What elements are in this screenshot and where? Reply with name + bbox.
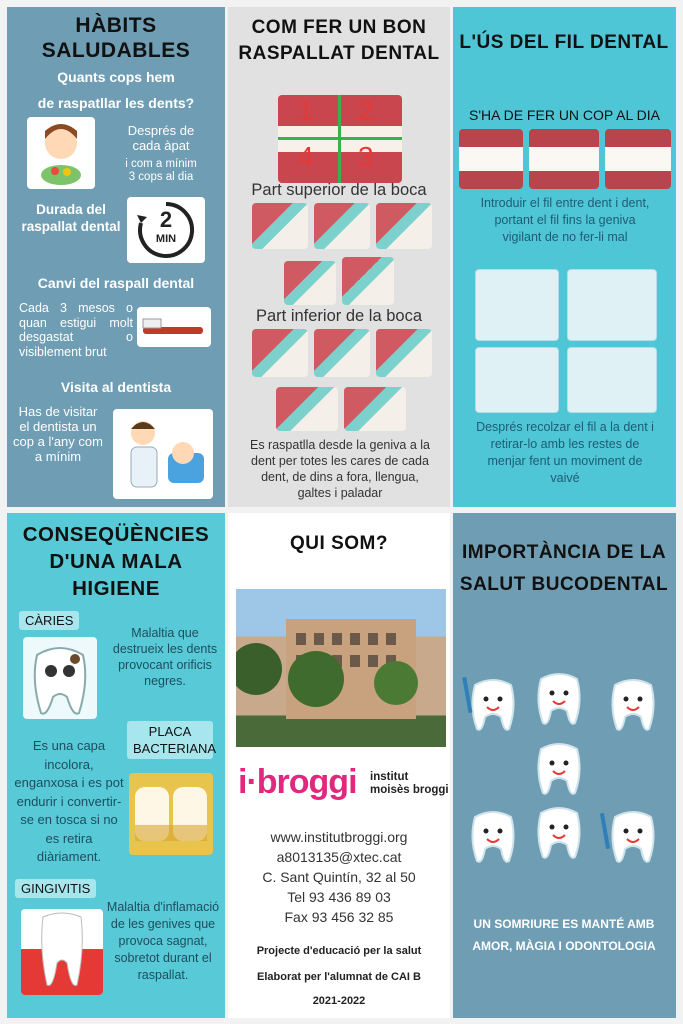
brushing-photo — [342, 257, 394, 305]
school-logo-line: institut — [370, 771, 409, 783]
horizontal-divider — [278, 137, 402, 140]
answer-line: i com a mínim — [125, 158, 197, 170]
floss-hands-illustration — [475, 269, 559, 341]
panel-title: L'ÚS DEL FIL DENTAL — [459, 32, 669, 53]
question-line: Quants cops hem — [57, 69, 175, 85]
school-email: a8013135@xtec.cat — [276, 849, 402, 865]
caries-text: Malaltia que destrueix les dents provocant orificis negres. — [112, 626, 218, 688]
question-line: de raspatllar les dents? — [37, 95, 195, 111]
brushing-description: Es raspatlla desde la geniva a la dent per totes les cares de cada dent, de dins a fora, llengua, galtes i paladar — [250, 438, 430, 500]
plaque-teeth-photo — [129, 773, 213, 855]
panel-title: COM FER UN BON RASPALLAT DENTAL — [238, 17, 440, 64]
floss-hands-illustration — [475, 347, 559, 413]
floss-step-1: Introduir el fil entre dent i dent, portant el fil fins la geniva vigilant de no fer-li mal — [480, 196, 650, 244]
school-building-photo — [236, 589, 446, 747]
answer-line: cada àpat — [132, 138, 190, 153]
floss-photo — [605, 129, 671, 189]
panel-importance — [453, 513, 676, 1018]
panel-habits — [7, 7, 225, 507]
girl-eating-illustration — [27, 117, 95, 189]
brushing-photo — [314, 203, 370, 249]
panel-about — [228, 513, 450, 1018]
project-authors: Elaborat per l'alumnat de CAI B — [257, 971, 421, 983]
brushing-photo — [376, 203, 432, 249]
gingivitis-text: Malaltia d'inflamació de les genives que provoca sagnat, sobretot durant el raspallat. — [106, 900, 220, 982]
panel-title: QUI SOM? — [290, 533, 388, 554]
floss-frequency: S'HA DE FER UN COP AL DIA — [469, 107, 660, 123]
change-title: Canvi del raspall dental — [37, 275, 195, 291]
quadrant-label: 1 — [298, 95, 314, 126]
project-year: 2021-2022 — [312, 995, 366, 1007]
brushing-photo — [344, 387, 406, 431]
panel-floss — [453, 7, 676, 507]
timer-number: 2 — [159, 207, 173, 232]
dentist-illustration — [113, 409, 213, 499]
brushing-photo — [284, 261, 336, 305]
answer-line: 3 cops al dia — [128, 171, 194, 183]
answer-line: Després de — [127, 123, 195, 138]
timer-unit: MIN — [155, 233, 177, 245]
timer-icon — [127, 197, 205, 263]
project-name: Projecte d'educació per la salut — [256, 945, 422, 957]
gingivitis-tag: GINGIVITIS — [15, 879, 96, 898]
decayed-tooth-icon — [23, 637, 97, 719]
school-logo-wordmark: i·broggi — [238, 763, 357, 801]
caries-tag: CÀRIES — [19, 611, 79, 630]
floss-photo — [529, 129, 599, 189]
plaque-tag: PLACA BACTERIANA — [127, 721, 213, 759]
panel-brushing — [228, 7, 450, 507]
school-address: C. Sant Quintín, 32 al 50 — [262, 869, 416, 885]
dentist-text: Has de visitar el dentista un cop a l'any com a mínim — [13, 404, 103, 464]
mouth-quadrants-image — [278, 95, 402, 183]
panel-consequences — [7, 513, 225, 1018]
upper-mouth-label: Part superior de la boca — [251, 181, 427, 199]
school-phone: Tel 93 436 89 03 — [287, 889, 391, 905]
panel-title: CONSEQÜÈNCIES D'UNA MALA HIGIENE — [22, 523, 210, 600]
floss-mouth-illustration — [567, 269, 657, 341]
duration-title: Durada del raspallat dental — [21, 202, 121, 234]
brushing-photo — [314, 329, 370, 377]
brushing-photo — [252, 329, 308, 377]
panel-title: HÀBITS SALUDABLES — [41, 14, 191, 62]
school-fax: Fax 93 456 32 85 — [284, 909, 394, 925]
brushing-photo — [252, 203, 308, 249]
toothbrush-icon — [137, 307, 211, 347]
brushing-photo — [376, 329, 432, 377]
brushing-photo — [276, 387, 338, 431]
floss-photo — [459, 129, 523, 189]
panel-title: IMPORTÀNCIA DE LA SALUT BUCODENTAL — [459, 542, 669, 595]
quadrant-label: 4 — [298, 141, 314, 172]
dentist-title: Visita al dentista — [60, 379, 172, 395]
quadrant-label: 2 — [358, 95, 374, 126]
happy-teeth-illustration — [453, 663, 676, 873]
school-website: www.institutbroggi.org — [270, 829, 408, 845]
slogan: UN SOMRIURE ES MANTÉ AMB AMOR, MÀGIA I ODONTOLOGIA — [472, 917, 656, 953]
floss-mouth-illustration — [567, 347, 657, 413]
floss-step-2: Després recolzar el fil a la dent i retirar-lo amb les restes de menjar fent un moviment de vaivé — [476, 420, 654, 485]
plaque-text: Es una capa incolora, enganxosa i es pot endurir i convertir-se en tosca si no es retira diàriament. — [14, 738, 124, 864]
school-logo-line: moisès broggi — [370, 784, 449, 796]
gingivitis-illustration — [21, 909, 103, 995]
quadrant-label: 3 — [358, 141, 374, 172]
change-text: Cada 3 mesos o quan estigui molt desgastat o visiblement brut — [19, 301, 133, 359]
lower-mouth-label: Part inferior de la boca — [255, 307, 422, 325]
